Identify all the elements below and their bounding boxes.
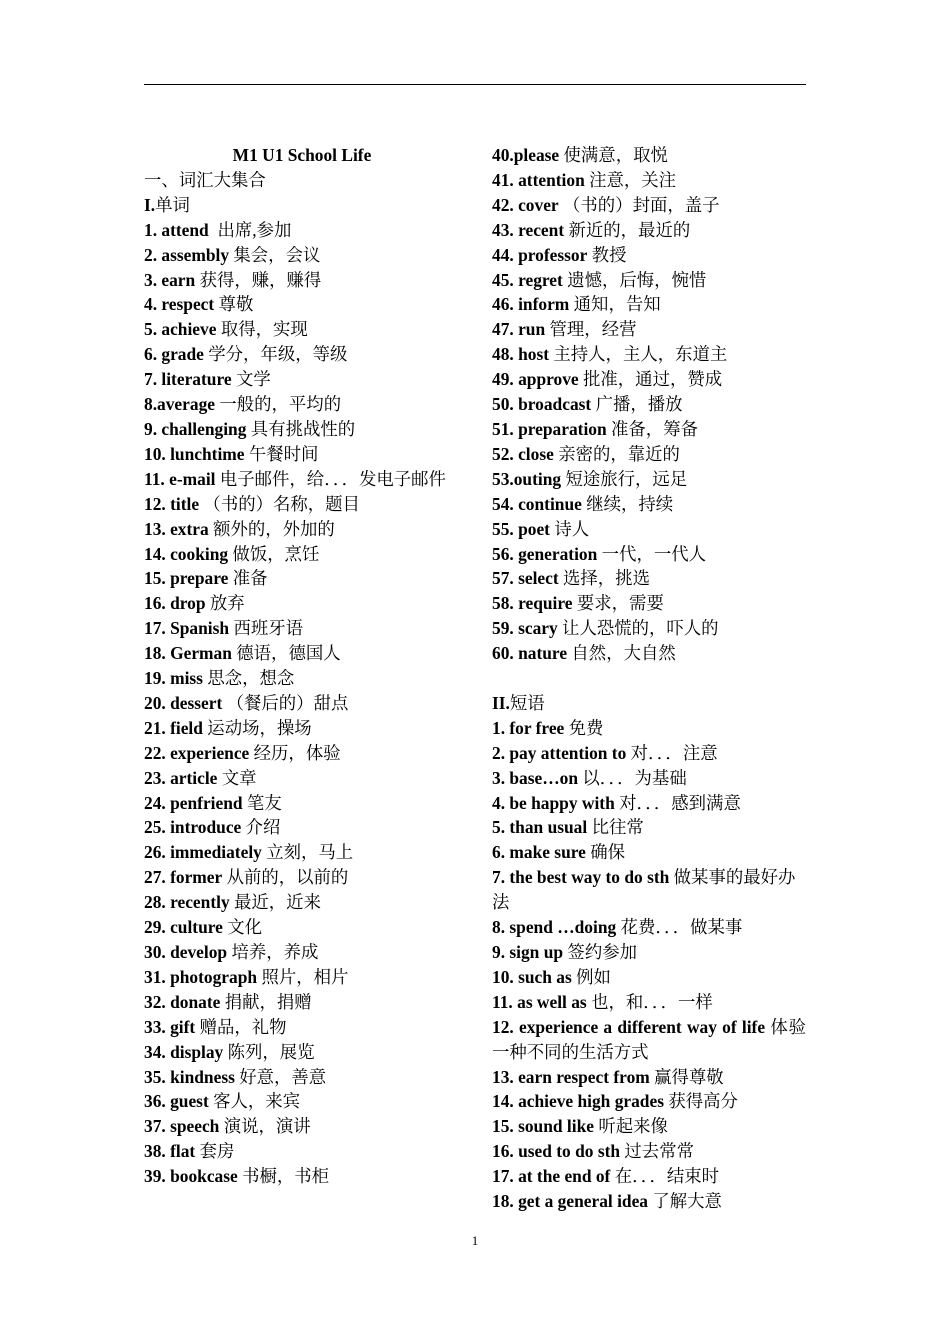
phrase-entry-15: [492, 1114, 806, 1139]
word-entry-37: [144, 1114, 460, 1139]
word-english: 53.outing: [492, 468, 562, 489]
word-entry-24: [144, 791, 460, 816]
word-chinese: 取得，实现: [220, 319, 308, 340]
word-chinese: 亲密的，靠近的: [558, 443, 680, 464]
word-english: 8.average: [144, 394, 215, 415]
word-english: 24. penfriend: [144, 792, 243, 813]
word-english: 1. attend: [144, 219, 209, 240]
word-chinese: 做饭，烹饪: [232, 543, 320, 564]
word-chinese: 准备: [232, 568, 268, 589]
word-chinese: 文章: [221, 767, 257, 788]
word-english: 27. former: [144, 867, 223, 888]
word-chinese: 诗人: [554, 518, 590, 539]
word-english: 23. article: [144, 767, 218, 788]
phrase-english: 3. base…on: [492, 767, 579, 788]
right-column: [492, 143, 806, 1214]
phrase-entry-11: [492, 990, 806, 1015]
word-entry-50: [492, 392, 806, 417]
phrase-english: 2. pay attention to: [492, 742, 627, 763]
word-english: 19. miss: [144, 668, 203, 689]
phrase-chinese: 也，和．．．一样: [591, 991, 713, 1012]
word-chinese: 短途旅行，远足: [565, 468, 688, 489]
word-entry-9: [144, 417, 460, 442]
word-entry-17: [144, 616, 460, 641]
word-english: 33. gift: [144, 1016, 196, 1037]
word-english: 43. recent: [492, 219, 565, 240]
word-chinese: （书的）名称，题目: [203, 493, 360, 514]
word-chinese: 思念，想念: [207, 668, 295, 689]
word-english: 20. dessert: [144, 692, 223, 713]
word-entry-3: [144, 268, 460, 293]
section-phrases-heading: [492, 691, 806, 716]
phrase-chinese: 体验一种不同的生活方式: [492, 1016, 806, 1062]
word-entry-11: [144, 467, 460, 492]
word-chinese: 遗憾，后悔，惋惜: [567, 269, 707, 290]
word-english: 39. bookcase: [144, 1166, 238, 1187]
word-english: 48. host: [492, 344, 550, 365]
phrase-chinese: 签约参加: [567, 941, 637, 962]
phrase-chinese: 对．．．感到满意: [619, 792, 741, 813]
word-entry-45: [492, 268, 806, 293]
phrase-entry-13: [492, 1065, 806, 1090]
word-entry-47: [492, 317, 806, 342]
word-chinese: 电子邮件，给．．．发电子邮件: [219, 468, 446, 489]
phrase-entry-16: [492, 1139, 806, 1164]
word-english: 17. Spanish: [144, 618, 230, 639]
word-english: 15. prepare: [144, 568, 229, 589]
word-chinese: 广播，播放: [595, 394, 683, 415]
section-words-prefix: I.: [144, 194, 156, 215]
word-english: 34. display: [144, 1041, 224, 1062]
phrase-english: 9. sign up: [492, 941, 564, 962]
word-english: 28. recently: [144, 892, 230, 913]
word-chinese: 使满意，取悦: [563, 145, 668, 165]
word-english: 16. drop: [144, 593, 206, 614]
word-entry-28: [144, 890, 460, 915]
word-chinese: 介绍: [245, 817, 281, 838]
word-english: 9. challenging: [144, 418, 247, 439]
word-chinese: 文化: [227, 917, 263, 938]
word-chinese: 培养，养成: [231, 942, 319, 962]
phrase-entry-10: [492, 965, 806, 990]
phrase-chinese: 比往常: [591, 817, 644, 838]
word-chinese: 德语，德国人: [236, 643, 341, 664]
word-chinese: 放弃: [209, 593, 245, 614]
word-entry-49: [492, 367, 806, 392]
phrase-chinese: 花费．．．做某事: [620, 917, 743, 938]
word-english: 3. earn: [144, 269, 196, 290]
word-english: 50. broadcast: [492, 394, 592, 415]
word-entry-1: [144, 218, 460, 243]
phrase-english: 14. achieve high grades: [492, 1091, 664, 1112]
phrase-english: 12. experience a different way of life: [492, 1016, 766, 1037]
section-phrases-prefix: II.: [492, 692, 510, 713]
phrase-english: 4. be happy with: [492, 792, 615, 813]
word-english: 55. poet: [492, 518, 550, 539]
word-entry-56: [492, 542, 806, 567]
word-entry-16: [144, 591, 460, 616]
word-english: 21. field: [144, 717, 203, 738]
word-entry-60: [492, 641, 806, 666]
word-entry-33: [144, 1015, 460, 1040]
page-number: 1: [471, 1233, 479, 1248]
word-english: 45. regret: [492, 269, 563, 290]
phrase-entry-5: [492, 815, 806, 840]
phrase-chinese: 例如: [576, 966, 611, 987]
word-entry-7: [144, 367, 460, 392]
word-entry-41: [492, 168, 806, 193]
word-entry-13: [144, 517, 460, 542]
word-english: 31. photograph: [144, 966, 258, 987]
word-entry-14: [144, 542, 460, 567]
word-english: 2. assembly: [144, 244, 230, 265]
word-chinese: 书橱，书柜: [242, 1166, 330, 1187]
word-english: 12. title: [144, 493, 200, 514]
word-chinese: 额外的，外加的: [213, 518, 335, 539]
phrase-chinese: 过去常常: [624, 1141, 694, 1162]
word-english: 26. immediately: [144, 842, 262, 863]
phrase-english: 13. earn respect from: [492, 1066, 650, 1087]
word-entry-36: [144, 1089, 460, 1114]
phrase-chinese: 在．．．结束时: [614, 1166, 720, 1187]
word-entry-26: [144, 840, 460, 865]
word-english: 6. grade: [144, 344, 204, 365]
word-english: 11. e-mail: [144, 468, 216, 489]
word-english: 40.please: [492, 145, 560, 165]
word-chinese: 套房: [199, 1141, 235, 1162]
word-chinese: 运动场，操场: [207, 717, 312, 738]
word-chinese: 让人恐慌的，吓人的: [562, 618, 719, 639]
word-entry-20: [144, 691, 460, 716]
word-english: 47. run: [492, 319, 546, 340]
word-chinese: 笔友: [246, 792, 282, 813]
word-chinese: 具有挑战性的: [250, 418, 356, 439]
word-entry-59: [492, 616, 806, 641]
word-chinese: 午餐时间: [248, 443, 319, 464]
section-words-heading: [144, 193, 460, 218]
phrase-entry-17: [492, 1164, 806, 1189]
word-chinese: 通知，告知: [573, 294, 661, 315]
word-english: 51. preparation: [492, 418, 607, 439]
word-chinese: 选择，挑选: [563, 568, 650, 589]
word-chinese: 管理，经营: [549, 319, 637, 340]
word-english: 56. generation: [492, 543, 598, 564]
word-english: 22. experience: [144, 742, 250, 763]
word-entry-19: [144, 666, 460, 691]
phrase-english: 7. the best way to do sth: [492, 867, 670, 888]
word-english: 60. nature: [492, 643, 568, 664]
phrase-chinese: 以．．．为基础: [582, 767, 687, 788]
word-english: 4. respect: [144, 294, 215, 315]
word-entry-48: [492, 342, 806, 367]
word-entry-42: [492, 193, 806, 218]
phrase-english: 5. than usual: [492, 817, 588, 838]
phrase-english: 16. used to do sth: [492, 1141, 621, 1162]
word-chinese: 经历，体验: [253, 742, 341, 763]
word-entry-15: [144, 566, 460, 591]
phrase-entry-18: [492, 1189, 806, 1214]
word-chinese: 教授: [591, 244, 627, 265]
word-entry-55: [492, 517, 806, 542]
word-english: 58. require: [492, 593, 573, 614]
word-entry-2: [144, 243, 460, 268]
phrase-chinese: 确保: [590, 842, 626, 863]
word-chinese: 一代，一代人: [601, 543, 707, 564]
page-title: M1 U1 School Life: [232, 145, 372, 165]
word-chinese: 新近的，最近的: [568, 219, 691, 240]
phrase-english: 1. for free: [492, 717, 565, 738]
word-entry-58: [492, 591, 806, 616]
word-chinese: 获得，赚，赚得: [199, 269, 322, 290]
phrase-entry-9: [492, 940, 806, 965]
word-entry-21: [144, 716, 460, 741]
phrase-chinese: 对．．．注意: [630, 742, 718, 763]
word-entry-5: [144, 317, 460, 342]
phrase-entry-2: [492, 741, 806, 766]
word-entry-30: [144, 940, 460, 965]
word-chinese: 好意，善意: [239, 1066, 327, 1087]
word-english: 54. continue: [492, 493, 582, 514]
word-entry-32: [144, 990, 460, 1015]
word-chinese: 主持人，主人，东道主: [553, 344, 728, 365]
word-english: 30. develop: [144, 942, 228, 962]
word-entry-10: [144, 442, 460, 467]
word-english: 42. cover: [492, 194, 559, 215]
word-entry-18: [144, 641, 460, 666]
phrase-entry-1: [492, 716, 806, 741]
word-chinese: 要求，需要: [576, 593, 664, 614]
phrase-chinese: 赢得尊敬: [654, 1066, 724, 1087]
word-english: 49. approve: [492, 369, 579, 390]
word-chinese: 演说，演讲: [223, 1116, 311, 1137]
phrase-chinese: 听起来像: [598, 1116, 668, 1137]
word-chinese: 一般的，平均的: [219, 394, 342, 415]
word-english: 13. extra: [144, 518, 209, 539]
word-chinese: 客人，来宾: [213, 1091, 301, 1112]
word-english: 52. close: [492, 443, 554, 464]
word-english: 5. achieve: [144, 319, 217, 340]
phrase-english: 18. get a general idea: [492, 1191, 648, 1212]
phrase-english: 8. spend …doing: [492, 917, 617, 938]
spacer: [492, 666, 806, 691]
word-english: 44. professor: [492, 244, 588, 265]
phrase-entry-6: [492, 840, 806, 865]
phrase-entry-8: [492, 915, 806, 940]
word-entry-29: [144, 915, 460, 940]
phrase-english: 6. make sure: [492, 842, 586, 863]
word-entry-51: [492, 417, 806, 442]
word-entry-46: [492, 292, 806, 317]
word-english: 41. attention: [492, 169, 585, 190]
word-chinese: 自然，大自然: [571, 643, 676, 664]
word-english: 46. inform: [492, 294, 570, 315]
word-entry-53: [492, 467, 806, 492]
word-english: 14. cooking: [144, 543, 229, 564]
word-english: 37. speech: [144, 1116, 220, 1137]
word-english: 29. culture: [144, 917, 223, 938]
word-chinese: 从前的，以前的: [226, 867, 349, 888]
word-entry-39: [144, 1164, 460, 1189]
phrase-entry-14: [492, 1089, 806, 1114]
section-words-label: 单词: [155, 194, 190, 215]
phrase-entry-4: [492, 791, 806, 816]
word-english: 10. lunchtime: [144, 443, 245, 464]
word-entry-6: [144, 342, 460, 367]
word-entry-25: [144, 815, 460, 840]
word-chinese: 陈列，展览: [227, 1041, 315, 1062]
word-entry-43: [492, 218, 806, 243]
word-chinese: 最近，近来: [234, 892, 321, 913]
word-entry-35: [144, 1065, 460, 1090]
phrase-english: 17. at the end of: [492, 1166, 611, 1187]
word-english: 7. literature: [144, 369, 232, 390]
word-entry-54: [492, 492, 806, 517]
word-entry-31: [144, 965, 460, 990]
phrase-entry-12: [492, 1015, 806, 1065]
word-chinese: 西班牙语: [233, 618, 304, 639]
word-english: 38. flat: [144, 1141, 196, 1162]
word-entry-27: [144, 865, 460, 890]
word-english: 25. introduce: [144, 817, 242, 838]
word-chinese: 注意，关注: [589, 169, 677, 190]
word-entry-52: [492, 442, 806, 467]
section-vocabulary-heading: 一、词汇大集合: [144, 169, 266, 190]
word-entry-12: [144, 492, 460, 517]
word-entry-38: [144, 1139, 460, 1164]
word-chinese: 出席,参加: [217, 219, 292, 240]
word-chinese: 立刻，马上: [266, 842, 354, 863]
word-entry-44: [492, 243, 806, 268]
word-entry-8: [144, 392, 460, 417]
word-english: 36. guest: [144, 1091, 209, 1112]
word-chinese: （书的）封面，盖子: [563, 194, 720, 215]
word-english: 35. kindness: [144, 1066, 235, 1087]
phrase-entry-3: [492, 766, 806, 791]
phrase-english: 11. as well as: [492, 991, 587, 1012]
phrase-chinese: 获得高分: [668, 1091, 738, 1112]
phrase-chinese: 免费: [568, 717, 604, 738]
phrase-english: 10. such as: [492, 966, 572, 987]
phrase-chinese: 做某事的最好办法: [492, 867, 796, 913]
word-chinese: 准备，筹备: [611, 418, 698, 439]
word-chinese: 照片，相片: [261, 966, 349, 987]
left-column: [144, 143, 460, 1189]
word-chinese: 学分，年级，等级: [208, 344, 348, 365]
word-entry-57: [492, 566, 806, 591]
word-chinese: 文学: [235, 369, 271, 390]
phrase-entry-7: [492, 865, 806, 915]
word-chinese: 继续，持续: [586, 493, 674, 514]
word-chinese: 捐献，捐赠: [224, 991, 312, 1012]
word-chinese: 批准，通过，赞成: [583, 369, 723, 390]
word-chinese: 尊敬: [218, 294, 254, 315]
header-rule: [144, 84, 806, 85]
phrase-chinese: 了解大意: [652, 1191, 722, 1212]
word-entry-22: [144, 741, 460, 766]
word-entry-34: [144, 1040, 460, 1065]
word-chinese: 赠品，礼物: [199, 1016, 287, 1037]
phrase-english: 15. sound like: [492, 1116, 594, 1137]
word-entry-23: [144, 766, 460, 791]
word-chinese: （餐后的）甜点: [226, 692, 349, 713]
word-english: 32. donate: [144, 991, 221, 1012]
section-phrases-label: 短语: [509, 692, 545, 713]
word-english: 18. German: [144, 643, 232, 664]
word-english: 59. scary: [492, 618, 558, 639]
word-chinese: 集会，会议: [233, 244, 321, 265]
word-entry-4: [144, 292, 460, 317]
word-english: 57. select: [492, 568, 559, 589]
word-entry-40: [492, 143, 806, 168]
